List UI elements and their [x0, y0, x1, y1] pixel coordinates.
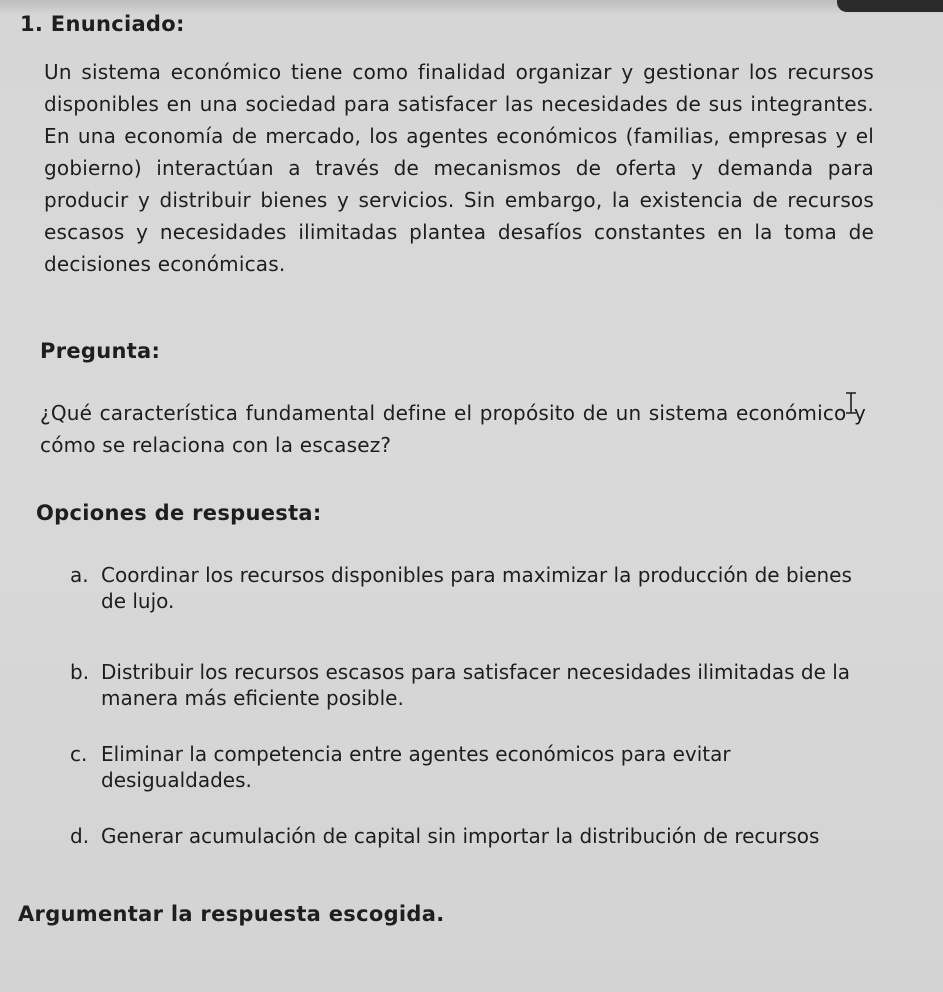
options-heading: Opciones de respuesta: [36, 501, 322, 525]
option-text: Generar acumulación de capital sin importar la distribución de recursos [101, 824, 820, 848]
option-letter: a. [70, 563, 89, 587]
option-text: Coordinar los recursos disponibles para maximizar la producción de bienes de lujo. [101, 563, 852, 613]
prompt-heading: Pregunta: [40, 339, 161, 363]
text-cursor-icon [844, 392, 858, 414]
option-letter: c. [70, 742, 88, 766]
option-letter: b. [70, 660, 90, 684]
closing-instruction: Argumentar la respuesta escogida. [18, 902, 445, 926]
option-letter: d. [70, 824, 90, 848]
option-b[interactable] [70, 659, 870, 711]
option-text: Eliminar la competencia entre agentes económicos para evitar desigualdades. [101, 742, 731, 792]
statement-paragraph: Un sistema económico tiene como finalidad organizar y gestionar los recursos disponibles en una sociedad para satisfacer las necesidades de sus integrantes. En una economía de mercado, los agentes económicos (familias, empresas y el gobierno) interactúan a través de mecanismos de oferta y demanda para producir y distribuir bienes y servicios. Sin embargo, la existencia de recursos escasos y necesidades ilimitadas plantea desafíos constantes en la toma de decisiones económicas. [44, 60, 874, 276]
prompt-text: ¿Qué característica fundamental define el propósito de un sistema económico y cómo se relaciona con la escasez? [40, 401, 866, 457]
option-text: Distribuir los recursos escasos para satisfacer necesidades ilimitadas de la manera más eficiente posible. [101, 660, 851, 710]
option-a[interactable] [70, 562, 870, 614]
option-d[interactable] [70, 823, 870, 849]
screen-corner [837, 0, 943, 12]
question-number-heading: 1. Enunciado: [20, 12, 185, 36]
option-c[interactable] [70, 741, 870, 793]
